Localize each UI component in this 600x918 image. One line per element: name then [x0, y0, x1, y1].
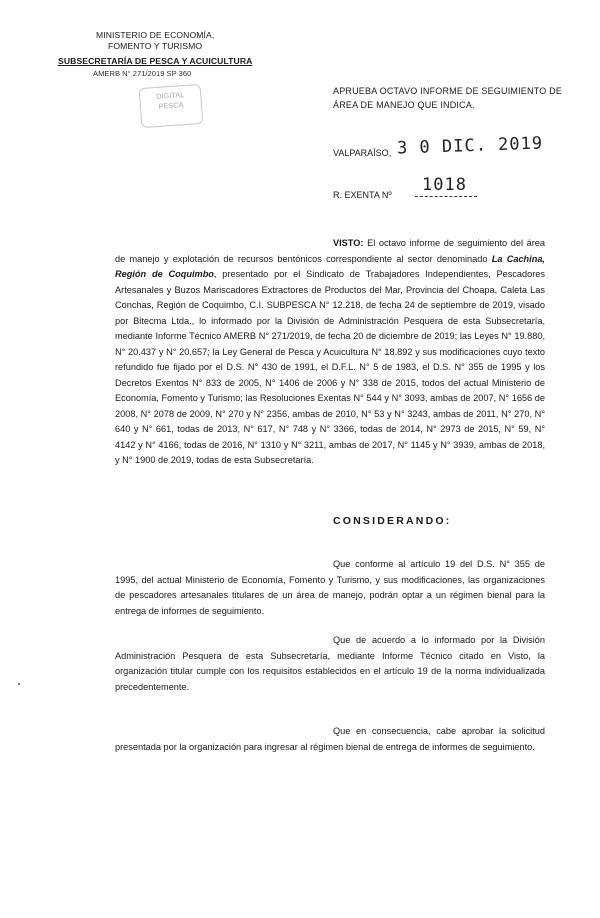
considerando-item-2: Que de acuerdo a lo informado por la División Administración Pesquera de esta Subsecretaría, mediante Informe Técnico citado en Visto, la organización titular cumple con los requisitos establecidos en el artículo 19 de la norma individualizada precedentemente.	[115, 635, 545, 692]
resolution-subject: APRUEBA OCTAVO INFORME DE SEGUIMIENTO DE ÁREA DE MANEJO QUE INDICA.	[333, 86, 563, 110]
stamp-line-2: PESCA	[158, 100, 184, 111]
resolution-label: R. EXENTA Nº	[333, 190, 392, 200]
stamped-date: 3 0 DIC. 2019	[396, 133, 544, 159]
ministry-line-2: FOMENTO Y TURISMO	[108, 41, 203, 51]
subsecretaria-heading: SUBSECRETARÍA DE PESCA Y ACUICULTURA	[58, 56, 253, 66]
visto-paragraph	[115, 236, 545, 469]
amerb-reference: AMERB N° 271/2019 SP 360	[93, 69, 192, 78]
considerando-item-1: Que conforme al artículo 19 del D.S. N° 355 de 1995, del actual Ministerio de Economía, Fomento y Turismo, y sus modificaciones, las organizaciones de pescadores artesanales titulares de un área de manejo, podrán optar a un régimen bienal para la entrega de informes de seguimiento.	[115, 559, 545, 616]
place-label: VALPARAÍSO,	[333, 148, 392, 158]
resolution-number: 1018	[422, 175, 467, 195]
office-stamp	[139, 84, 204, 128]
considerando-item-3: Que en consecuencia, cabe aprobar la solicitud presentada por la organización para ingresar al régimen bienal de entrega de informes de seguimiento.	[115, 726, 545, 752]
visto-label: VISTO:	[333, 238, 364, 248]
visto-body: , presentado por el Sindicato de Trabajadores Independientes, Pescadores Artesanales y Buzos Mariscadores Extractores de Productos del Mar, Provincia del Choapa, Caleta Las Conchas, Región de Coquimbo, C.I. SUBPESCA N° 12.218, de fecha 24 de septiembre de 2019, visado por Bitecma Ltda., lo informado por la División de Administración Pesquera de esta Subsecretaría, mediante Informe Técnico AMERB N° 271/2019, de fecha 20 de diciembre de 2019; las Leyes N° 19.880, N° 20.437 y N° 20.657; la Ley General de Pesca y Acuicultura N° 18.892 y sus modificaciones cuyo texto refundido fue fijado por el D.S. N° 430 de 1991, el D.F.L. N° 5 de 1983, el D.S. N° 355 de 1995 y los Decretos Exentos N° 833 de 2005, N° 1406 de 2006 y N° 338 de 2015, todos del actual Ministerio de Economía, Fomento y Turismo; las Resoluciones Exentas N° 544 y N° 3093, ambas de 2007, N° 1656 de 2008, N° 2078 de 2009, N° 270 y N° 2356, ambas de 2010, N° 53 y N° 3243, ambas de 2011, N° 270, N° 640 y N° 661, todas de 2013, N° 617, N° 748 y N° 3366, todas de 2014, N° 2973 de 2015, N° 59, N° 4142 y N° 4166, todas de 2016, N° 1310 y N° 3211, ambas de 2017, N° 1145 y N° 3939, ambas de 2018, y N° 1900 de 2019, todas de esta Subsecretaría.	[115, 269, 545, 465]
stamp-line-1: DIGITAL	[155, 90, 185, 101]
visto-area-name: La Cachina, Región de Coquimbo	[115, 253, 545, 279]
resolution-underline	[415, 196, 477, 197]
visto-intro: El octavo informe de seguimiento del área de manejo y explotación de recursos bentónicos correspondiente al sector denominado	[115, 238, 545, 264]
considerando-heading: CONSIDERANDO:	[333, 515, 452, 527]
scan-mark	[18, 683, 20, 685]
ministry-line-1: MINISTERIO DE ECONOMÍA,	[96, 30, 215, 40]
